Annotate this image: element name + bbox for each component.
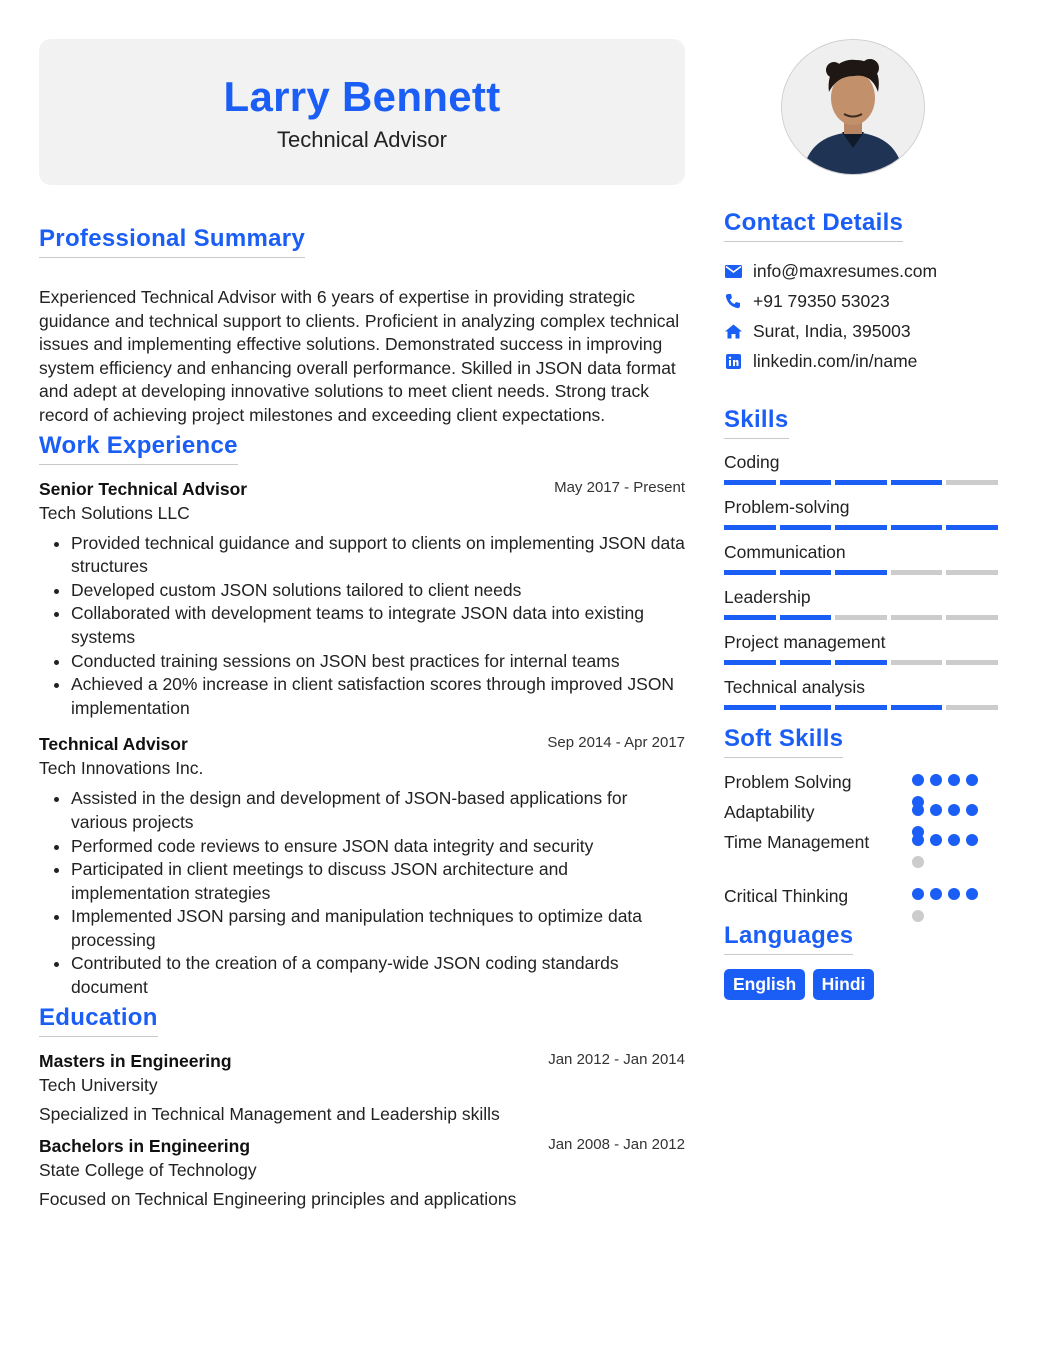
education-date: Jan 2012 - Jan 2014 [548,1050,685,1068]
skill-name: Problem-solving [724,497,850,517]
rating-dot [912,834,924,846]
rating-dot [948,888,960,900]
language-badge: Hindi [813,969,875,1000]
skill-level-segment [724,570,776,575]
skill-level-segment [835,615,887,620]
skill-level-segment [780,570,832,575]
skill-level-segment [835,660,887,665]
skill-name: Coding [724,452,780,472]
contact-details-heading: Contact Details [724,209,903,242]
rating-dot [930,774,942,786]
company-name: Tech Solutions LLC [39,502,190,523]
skill-level-segment [780,615,832,620]
list-item: • Participated in client meetings to discuss JSON architecture and implementation strategies [71,858,685,905]
skill-name: Communication [724,542,846,562]
list-item: • Implemented JSON parsing and manipulation techniques to optimize data processing [71,905,685,952]
rating-dot [930,888,942,900]
skill-level-bar [724,615,1004,620]
soft-skill-item [724,802,1004,832]
soft-skill-name: Time Management [724,832,870,852]
job-title: Senior Technical Advisor [39,478,248,499]
rating-dot [912,774,924,786]
skill-level-segment [891,615,943,620]
skill-level-segment [891,525,943,530]
skill-level-bar [724,525,1004,530]
education-description: Specialized in Technical Management and Leadership skills [39,1103,500,1124]
rating-dot [930,834,942,846]
list-item: • Conducted training sessions on JSON best practices for internal teams [71,650,685,674]
soft-skills-list [724,772,1004,918]
soft-skill-name: Critical Thinking [724,886,849,906]
skill-item [724,497,1004,530]
address-text: Surat, India, 395003 [753,320,911,341]
skill-level-bar [724,660,1004,665]
soft-skill-item [724,886,1004,918]
professional-summary-heading: Professional Summary [39,225,305,258]
contact-linkedin[interactable] [724,346,1004,376]
soft-skill-name: Adaptability [724,802,815,822]
list-item: • Developed custom JSON solutions tailored to client needs [71,579,685,603]
company-name: Tech Innovations Inc. [39,758,204,779]
job-title: Technical Advisor [39,734,188,755]
skill-level-segment [835,525,887,530]
envelope-icon [724,262,742,280]
language-badge: English [724,969,805,1000]
skill-level-segment [780,660,832,665]
skill-level-segment [891,570,943,575]
rating-dot [912,804,924,816]
skill-level-bar [724,480,1004,485]
skill-level-segment [835,480,887,485]
rating-dot [930,804,942,816]
education-entry [39,1051,685,1127]
list-item: • Contributed to the creation of a company-wide JSON coding standards document [71,952,685,999]
education-entry [39,1136,685,1212]
job-entry [39,734,685,999]
skill-level-segment [891,705,943,710]
rating-dot [966,834,978,846]
list-item: • Performed code reviews to ensure JSON data integrity and security [71,835,685,859]
skill-level-bar [724,570,1004,575]
avatar-portrait-icon [782,40,924,174]
education-heading: Education [39,1004,158,1037]
rating-dot [966,888,978,900]
skill-level-segment [724,480,776,485]
skill-level-bar [724,705,1004,710]
skill-level-segment [946,525,998,530]
skill-level-segment [891,480,943,485]
skill-item [724,587,1004,620]
skill-name: Project management [724,632,886,652]
candidate-title: Technical Advisor [277,127,447,152]
phone-text: +91 79350 53023 [753,290,890,311]
rating-dot [966,774,978,786]
rating-dot [948,804,960,816]
skill-level-segment [724,660,776,665]
soft-skill-rating [912,834,992,878]
degree-title: Bachelors in Engineering [39,1136,251,1157]
rating-dot [948,774,960,786]
skill-item [724,677,1004,710]
education-description: Focused on Technical Engineering principles and applications [39,1189,517,1210]
skill-item [724,452,1004,485]
linkedin-text: linkedin.com/in/name [753,350,918,371]
degree-title: Masters in Engineering [39,1050,232,1071]
list-item: • Achieved a 20% increase in client satisfaction scores through improved JSON implementation [71,673,685,720]
soft-skill-item [724,772,1004,802]
skill-level-segment [891,660,943,665]
job-date: May 2017 - Present [554,478,685,496]
skill-item [724,542,1004,575]
education-date: Jan 2008 - Jan 2012 [548,1136,685,1154]
contact-address [724,316,1004,346]
school-name: State College of Technology [39,1160,257,1181]
languages-list [724,969,1004,1000]
soft-skills-heading: Soft Skills [724,725,843,758]
sidebar-column [724,209,1004,1000]
linkedin-icon [724,352,742,370]
skill-level-segment [946,570,998,575]
skill-level-segment [724,525,776,530]
list-item: • Provided technical guidance and support to clients on implementing JSON data structures [71,532,685,579]
school-name: Tech University [39,1074,158,1095]
phone-icon [724,292,742,310]
skill-level-segment [946,660,998,665]
job-bullets [39,532,685,721]
summary-text: Experienced Technical Advisor with 6 years of expertise in providing strategic guidance and technical support to clients. Proficient in analyzing complex technical issues and implementing effective solutions. Demonstrated success in improving system efficiency and enhancing overall performance. Skilled in JSON data format and adept at developing innovative solutions to meet client needs. Strong track record of achieving project milestones and exceeding client expectations. [39,287,680,425]
list-item: • Collaborated with development teams to integrate JSON data into existing systems [71,602,685,649]
skill-level-segment [946,480,998,485]
skill-level-segment [780,480,832,485]
skill-level-segment [946,705,998,710]
rating-dot [966,804,978,816]
main-column [39,225,685,1212]
rating-dot [912,888,924,900]
rating-dot [948,834,960,846]
list-item: • Assisted in the design and development of JSON-based applications for various projects [71,787,685,834]
rating-dot [912,910,924,922]
soft-skill-name: Problem Solving [724,772,852,792]
email-text: info@maxresumes.com [753,260,938,281]
rating-dot [912,856,924,868]
job-date: Sep 2014 - Apr 2017 [547,734,685,752]
work-experience-heading: Work Experience [39,432,238,465]
soft-skill-rating [912,888,992,932]
contact-list [724,256,1004,376]
skill-name: Leadership [724,587,811,607]
contact-phone[interactable] [724,286,1004,316]
contact-email[interactable] [724,256,1004,286]
skills-heading: Skills [724,406,789,439]
profile-photo [781,39,925,175]
job-bullets [39,787,685,999]
skill-level-segment [780,525,832,530]
resume-header [39,39,685,185]
skill-level-segment [835,705,887,710]
candidate-name: Larry Bennett [223,73,501,120]
skill-item [724,632,1004,665]
skill-level-segment [780,705,832,710]
soft-skill-item [724,832,1004,886]
skill-level-segment [724,615,776,620]
home-icon [724,322,742,340]
languages-heading: Languages [724,922,853,955]
job-entry [39,479,685,721]
skill-level-segment [724,705,776,710]
skill-level-segment [946,615,998,620]
skill-name: Technical analysis [724,677,866,697]
skill-level-segment [835,570,887,575]
skills-list [724,452,1004,710]
